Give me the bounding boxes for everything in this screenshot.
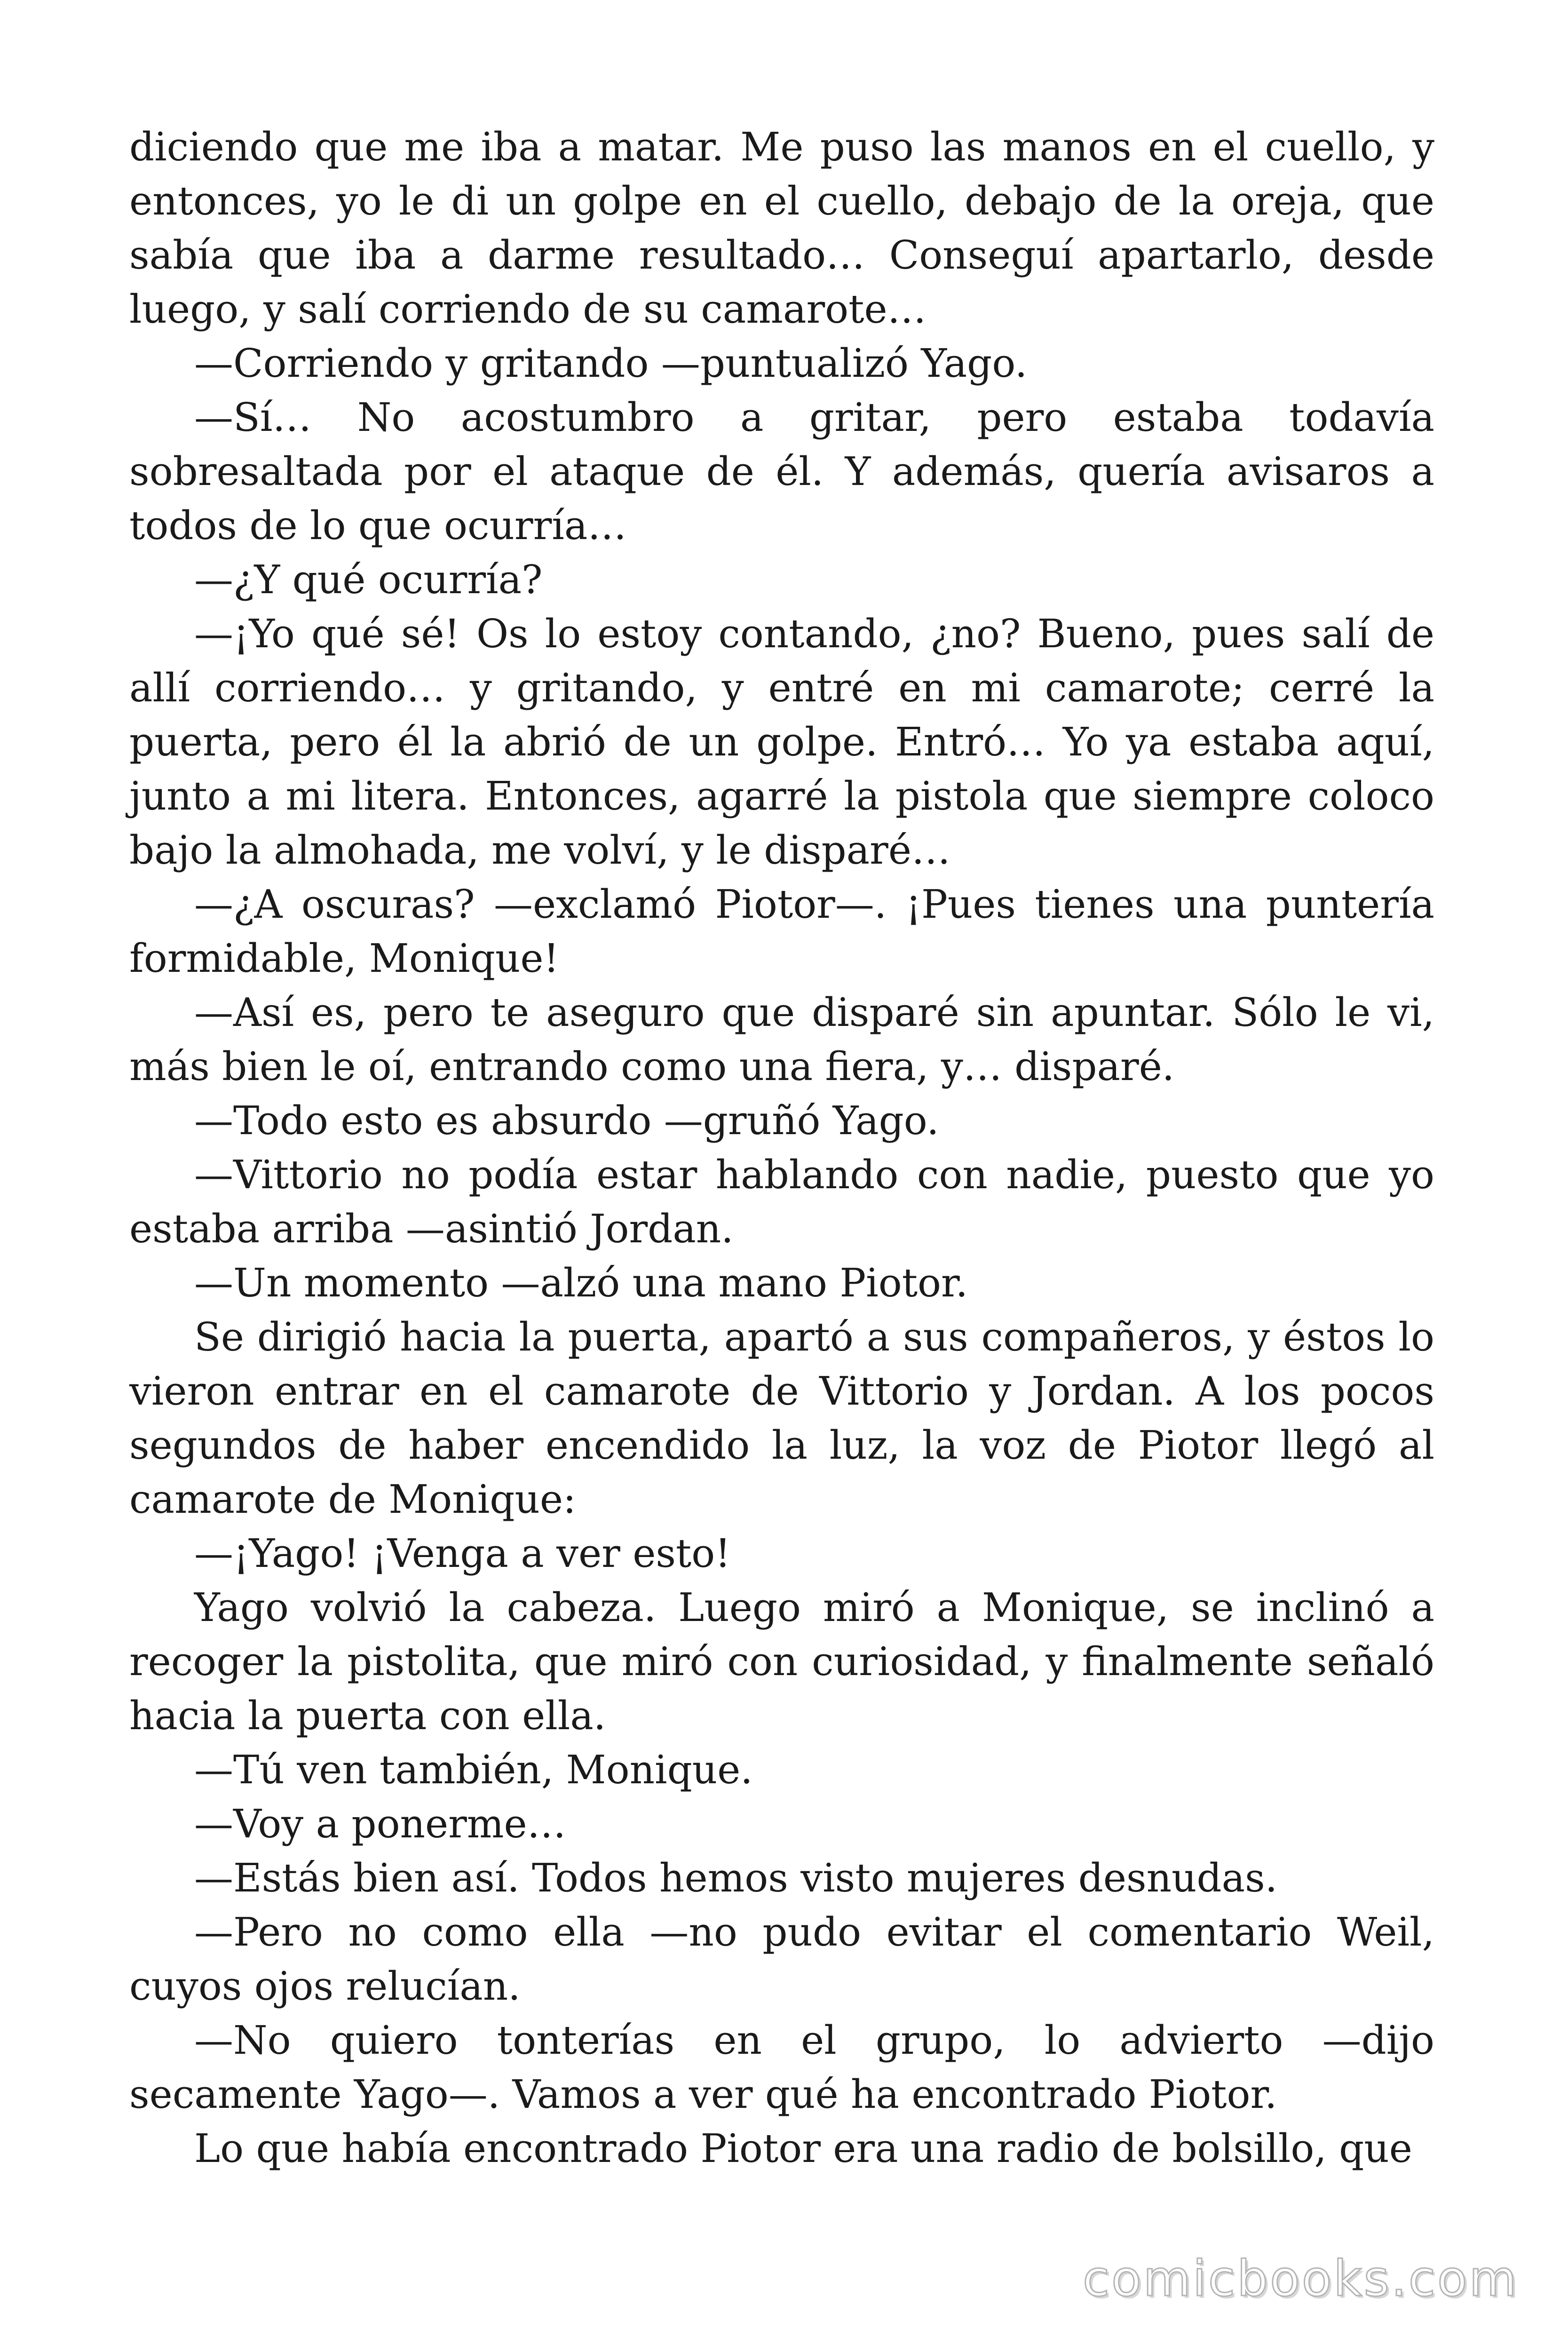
paragraph: —¡Yo qué sé! Os lo estoy contando, ¿no? Bueno, pues salí de allí corriendo… y gritando, y entré en mi camarote; cerré la puerta, pero él la abrió de un golpe. Entró… Yo ya estaba aquí, junto a mi litera. Entonces, agarré la pistola que siempre coloco bajo la almohada, me volví, y le disparé… [129, 611, 1434, 873]
paragraph: Se dirigió hacia la puerta, apartó a sus compañeros, y éstos lo vieron entrar en el camarote de Vittorio y Jordan. A los pocos segundos de haber encendido la luz, la voz de Piotor llegó al camarote de Monique: [129, 1314, 1434, 1522]
paragraph: diciendo que me iba a matar. Me puso las manos en el cuello, y entonces, yo le di un golpe en el cuello, debajo de la oreja, que sabía que iba a darme resultado… Conseguí apartarlo, desde luego, y salí corriendo de su camarote… [129, 124, 1434, 332]
watermark: comicbooks.com [1082, 2250, 1519, 2307]
paragraph: —Estás bien así. Todos hemos visto mujeres desnudas. [194, 1855, 1278, 1901]
paragraph: —¡Yago! ¡Venga a ver esto! [194, 1531, 731, 1576]
paragraph: —Vittorio no podía estar hablando con nadie, puesto que yo estaba arriba —asintió Jordan. [129, 1152, 1434, 1252]
paragraph: —Todo esto es absurdo —gruñó Yago. [194, 1098, 939, 1144]
page-text [129, 120, 1434, 2176]
paragraph: Yago volvió la cabeza. Luego miró a Monique, se inclinó a recoger la pistolita, que miró con curiosidad, y finalmente señaló hacia la puerta con ella. [129, 1585, 1434, 1739]
paragraph: —No quiero tonterías en el grupo, lo advierto —dijo secamente Yago—. Vamos a ver qué ha encontrado Piotor. [129, 2018, 1434, 2117]
paragraph: —¿Y qué ocurría? [194, 557, 543, 603]
paragraph: —Así es, pero te aseguro que disparé sin apuntar. Sólo le vi, más bien le oí, entrando como una fiera, y… disparé. [129, 990, 1434, 1089]
paragraph: —Un momento —alzó una mano Piotor. [194, 1260, 968, 1306]
paragraph: —Voy a ponerme… [194, 1801, 566, 1847]
paragraph: —Pero no como ella —no pudo evitar el comentario Weil, cuyos ojos relucían. [129, 1909, 1434, 2009]
paragraph: —Tú ven también, Monique. [194, 1747, 753, 1793]
paragraph: —¿A oscuras? —exclamó Piotor—. ¡Pues tienes una puntería formidable, Monique! [129, 882, 1434, 981]
paragraph: Lo que había encontrado Piotor era una radio de bolsillo, que [194, 2126, 1412, 2171]
paragraph: —Sí… No acostumbro a gritar, pero estaba todavía sobresaltada por el ataque de él. Y además, quería avisaros a todos de lo que ocurría… [129, 395, 1434, 548]
paragraph: —Corriendo y gritando —puntualizó Yago. [194, 341, 1028, 386]
